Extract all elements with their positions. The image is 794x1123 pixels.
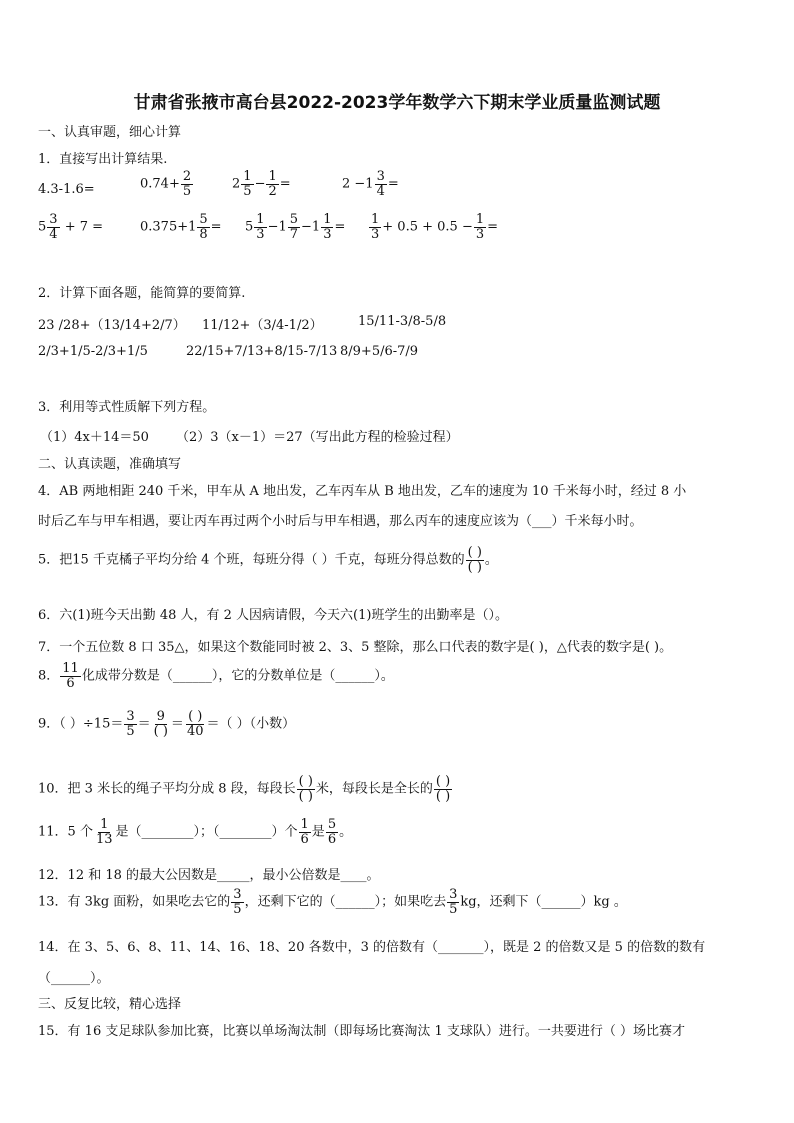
q1-r1-b: 0.74+ $\frac{2}{5}$ — [140, 169, 192, 199]
question-2: 2．计算下面各题，能简算的要简算. — [38, 286, 246, 301]
q2-r2-a: 2/3+1/5-2/3+1/5 — [38, 344, 148, 359]
q1-r1-d: 2 −1 $\frac{3}{4}$ = — [342, 169, 399, 199]
q3-r-a: （1）4x＋14＝50 — [40, 430, 149, 445]
question-3: 3．利用等式性质解下列方程。 — [38, 400, 216, 415]
section-2-heading: 二、认真读题，准确填写 — [38, 457, 182, 472]
q1-r1-a: 4.3-1.6= — [38, 182, 95, 197]
question-7: 7．一个五位数 8 口 35△，如果这个数能同时被 2、3、5 整除，那么口代表的数字是( )，△代表的数字是( )。 — [38, 640, 673, 655]
question-8: 8． $\frac{11}{6}$ 化成带分数是（______），它的分数单位是（______）。 — [38, 661, 394, 691]
q2-r1-c: 15/11-3/8-5/8 — [358, 314, 447, 329]
question-10: 10．把 3 米长的绳子平均分成 8 段，每段长 $\frac{( )}{( )}$ 米，每段长是全长的 $\frac{( )}{( )}$ — [38, 774, 451, 804]
q2-r1-b: 11/12+（3/4-1/2） — [202, 318, 323, 333]
q1-r2-d: $\frac{1}{3}$ + 0.5 + 0.5 − $\frac{1}{3}$ = — [371, 212, 499, 242]
question-14-line-1: 14．在 3、5、6、8、11、14、16、18、20 各数中，3 的倍数有（_______），既是 2 的倍数又是 5 的倍数的数有 — [38, 940, 706, 955]
q1-r2-c: 5 $\frac{1}{3}$ −1 $\frac{5}{7}$ −1 $\frac{1}{3}$ = — [245, 212, 346, 242]
q1-r1-c: 2 $\frac{1}{5}$ − $\frac{1}{2}$ = — [232, 169, 291, 199]
q1-r2-a: 5 $\frac{3}{4}$ + 7 = — [38, 212, 104, 242]
q2-r2-c: 8/9+5/6-7/9 — [340, 344, 419, 359]
question-4-line-1: 4．AB 两地相距 240 千米，甲车从 A 地出发，乙车丙车从 B 地出发，乙车的速度为 10 千米每小时，经过 8 小 — [38, 484, 687, 499]
question-5: 5．把15 千克橘子平均分给 4 个班，每班分得（ ）千克，每班分得总数的 $\frac{( )}{( )}$ 。 — [38, 545, 498, 575]
question-15: 15．有 16 支足球队参加比赛，比赛以单场淘汰制（即每场比赛淘汰 1 支球队）进行。一共要进行（ ）场比赛才 — [38, 1024, 686, 1039]
q3-r-b: （2）3（x－1）＝27（写出此方程的检验过程） — [176, 430, 459, 445]
q1-r2-b: 0.375+1 $\frac{5}{8}$ = — [140, 212, 222, 242]
question-13: 13．有 3kg 面粉，如果吃去它的 $\frac{3}{5}$ ，还剩下它的（______）；如果吃去 $\frac{3}{5}$ kg，还剩下（______）kg 。 — [38, 887, 627, 917]
section-3-heading: 三、反复比较，精心选择 — [38, 997, 182, 1012]
section-1-heading: 一、认真审题，细心计算 — [38, 125, 182, 140]
question-1: 1．直接写出计算结果. — [38, 152, 168, 167]
page-title: 甘肃省张掖市高台县2022-2023学年数学六下期末学业质量监测试题 — [133, 93, 661, 113]
question-4-line-2: 时后乙车与甲车相遇，要让丙车再过两个小时后与甲车相遇，那么丙车的速度应该为（___）千米每小时。 — [38, 514, 643, 529]
q2-r2-b: 22/15+7/13+8/15-7/13 — [186, 344, 338, 359]
q2-r1-a: 23 /28+（13/14+2/7） — [38, 318, 186, 333]
question-12: 12．12 和 18 的最大公因数是_____，最小公倍数是____。 — [38, 868, 380, 883]
question-6: 6．六(1)班今天出勤 48 人，有 2 人因病请假，今天六(1)班学生的出勤率是（）。 — [38, 608, 508, 623]
question-14-line-2: （______）。 — [38, 971, 110, 986]
question-9: 9．（ ）÷15＝ $\frac{3}{5}$ ＝ $\frac{9}{( )}$ ＝ $\frac{( )}{40}$ ＝（ ）（小数） — [38, 709, 296, 739]
question-11: 11．5 个 $\frac{1}{13}$ 是（________）；（________）个 $\frac{1}{6}$ 是 $\frac{5}{6}$ 。 — [38, 817, 353, 847]
